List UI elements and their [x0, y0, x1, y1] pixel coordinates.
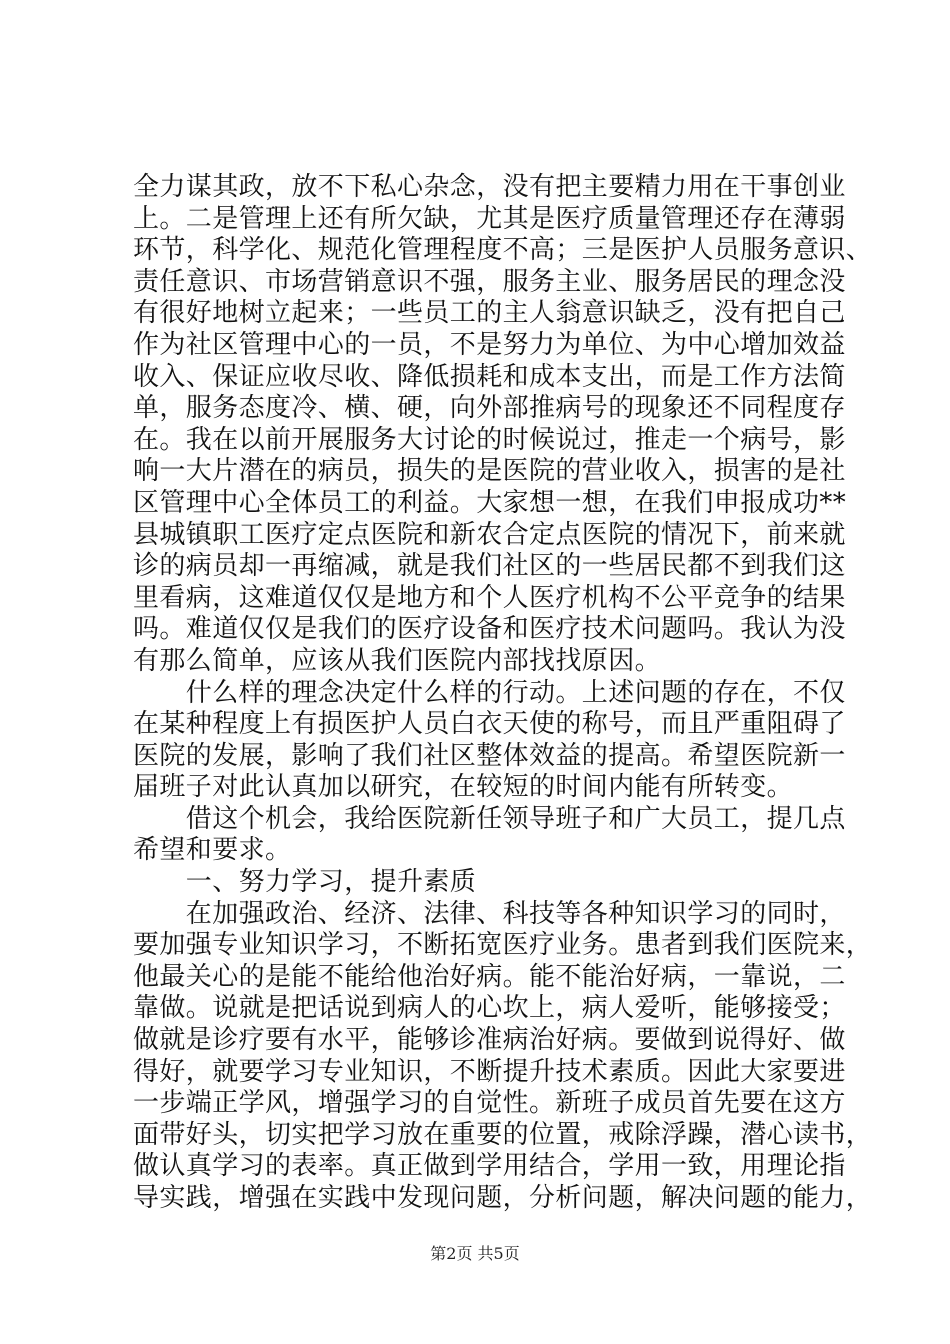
text-line: 上。二是管理上还有所欠缺，尤其是医疗质量管理还存在薄弱 [133, 203, 846, 234]
text-line: 靠做。说就是把话说到病人的心坎上，病人爱听，能够接受； [133, 993, 846, 1024]
text-line: 里看病，这难道仅仅是地方和个人医疗机构不公平竞争的结果 [133, 582, 846, 613]
text-line: 响一大片潜在的病员，损失的是医院的营业收入，损害的是社 [133, 456, 846, 487]
section-heading: 一、努力学习，提升素质 [133, 867, 477, 898]
text-line: 得好，就要学习专业知识，不断提升技术素质。因此大家要进 [133, 1056, 846, 1087]
text-line: 一步端正学风，增强学习的自觉性。新班子成员首先要在这方 [133, 1088, 846, 1119]
page-number-footer: 第2页 共5页 [430, 1244, 520, 1263]
text-line: 导实践，增强在实践中发现问题，分析问题，解决问题的能力， [133, 1183, 873, 1213]
text-line: 在加强政治、经济、法律、科技等各种知识学习的同时， [133, 898, 846, 929]
text-line: 医院的发展，影响了我们社区整体效益的提高。希望医院新一 [133, 740, 846, 771]
text-line: 在。我在以前开展服务大讨论的时候说过，推走一个病号，影 [133, 424, 846, 455]
text-line: 全力谋其政，放不下私心杂念，没有把主要精力用在干事创业 [133, 172, 846, 202]
text-line: 希望和要求。 [133, 835, 292, 866]
text-line: 收入、保证应收尽收、降低损耗和成本支出，而是工作方法简 [133, 361, 846, 392]
text-line: 区管理中心全体员工的利益。大家想一想，在我们申报成功** [133, 487, 847, 518]
text-line: 诊的病员却一再缩减，就是我们社区的一些居民都不到我们这 [133, 551, 846, 582]
text-line: 什么样的理念决定什么样的行动。上述问题的存在，不仅 [133, 677, 846, 708]
text-line: 他最关心的是能不能给他治好病。能不能治好病，一靠说，二 [133, 961, 846, 992]
text-line: 县城镇职工医疗定点医院和新农合定点医院的情况下，前来就 [133, 519, 846, 550]
text-line: 做就是诊疗要有水平，能够诊准病治好病。要做到说得好、做 [133, 1025, 846, 1056]
text-line: 在某种程度上有损医护人员白衣天使的称号，而且严重阻碍了 [133, 709, 846, 740]
text-line: 环节，科学化、规范化管理程度不高；三是医护人员服务意识、 [133, 235, 873, 266]
text-line: 面带好头，切实把学习放在重要的位置，戒除浮躁，潜心读书， [133, 1119, 873, 1150]
text-line: 吗。难道仅仅是我们的医疗设备和医疗技术问题吗。我认为没 [133, 614, 846, 645]
text-line: 届班子对此认真加以研究，在较短的时间内能有所转变。 [133, 772, 794, 803]
text-line: 单，服务态度冷、横、硬，向外部推病号的现象还不同程度存 [133, 393, 846, 424]
text-line: 责任意识、市场营销意识不强，服务主业、服务居民的理念没 [133, 266, 846, 297]
text-line: 做认真学习的表率。真正做到学用结合，学用一致，用理论指 [133, 1151, 846, 1182]
text-line: 作为社区管理中心的一员，不是努力为单位、为中心增加效益 [133, 329, 846, 360]
text-line: 有很好地树立起来；一些员工的主人翁意识缺乏，没有把自己 [133, 298, 846, 329]
text-line: 有那么简单，应该从我们医院内部找找原因。 [133, 645, 662, 676]
text-line: 借这个机会，我给医院新任领导班子和广大员工，提几点 [133, 803, 846, 834]
document-body [133, 172, 873, 1215]
text-line: 要加强专业知识学习，不断拓宽医疗业务。患者到我们医院来， [133, 930, 873, 961]
